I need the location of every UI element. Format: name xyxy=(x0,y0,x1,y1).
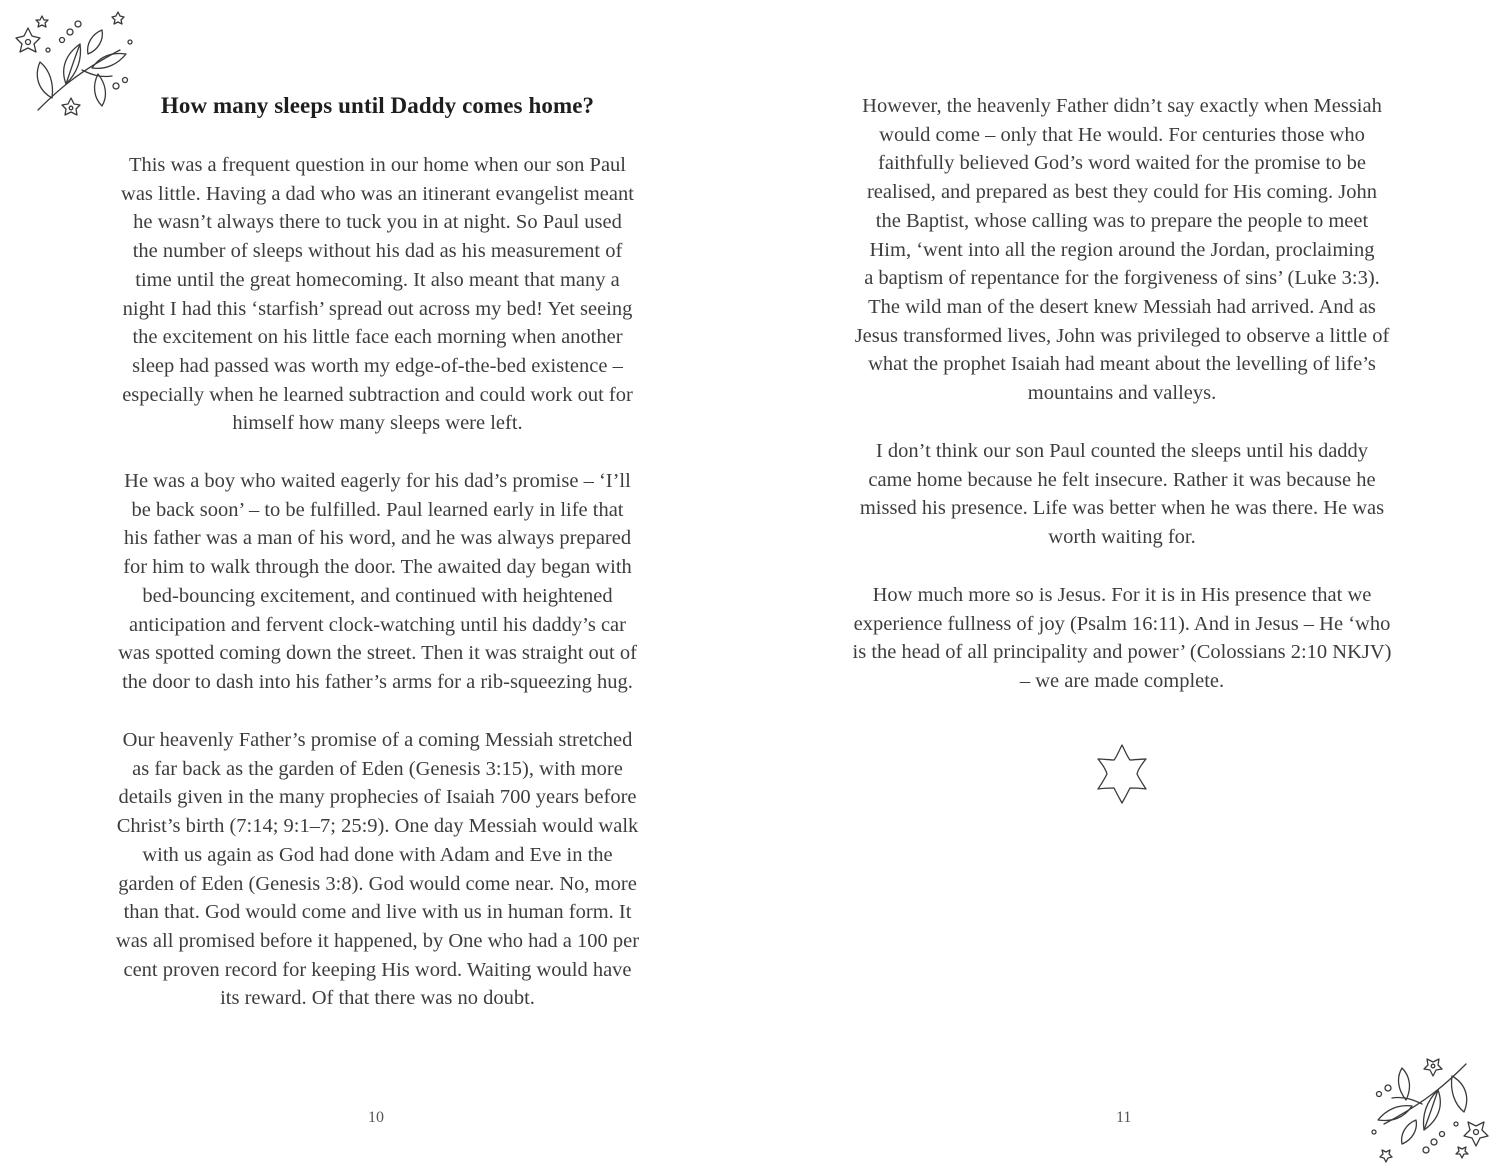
text-line: Jesus transformed lives, John was privileged to observe a little of xyxy=(854,324,1390,347)
star-outline-icon xyxy=(1096,743,1148,805)
text-line: his father was a man of his word, and he was always prepared xyxy=(123,527,632,550)
text-line: sleep had passed was worth my edge-of-the-bed existence – xyxy=(132,354,623,377)
paragraph xyxy=(0,726,755,1013)
text-line: Christ’s birth (7:14; 9:1–7; 25:9). One day Messiah would walk xyxy=(116,815,639,838)
text-line: mountains and valleys. xyxy=(1027,382,1217,405)
text-line: missed his presence. Life was better when he was there. He was xyxy=(859,497,1385,520)
text-line: the excitement on his little face each morning when another xyxy=(132,326,623,349)
text-line: came home because he felt insecure. Rather it was because he xyxy=(868,468,1376,491)
text-line: experience fullness of joy (Psalm 16:11). And in Jesus – He ‘who xyxy=(853,612,1391,635)
text-line: the number of sleeps without his dad as his measurement of xyxy=(132,240,623,263)
paragraph xyxy=(0,151,755,438)
text-line: However, the heavenly Father didn’t say exactly when Messiah xyxy=(862,95,1382,117)
text-line: Our heavenly Father’s promise of a coming Messiah stretched xyxy=(122,729,633,751)
text-line: anticipation and fervent clock-watching until his daddy’s car xyxy=(129,613,626,636)
text-line: what the prophet Isaiah had meant about the levelling of life’s xyxy=(868,353,1376,376)
text-line: garden of Eden (Genesis 3:8). God would come near. No, more xyxy=(118,872,637,895)
text-line: night I had this ‘starfish’ spread out across my bed! Yet seeing xyxy=(122,297,633,320)
paragraph xyxy=(750,92,1494,408)
text-line: bed-bouncing excitement, and continued with heightened xyxy=(142,584,613,607)
text-line: a baptism of repentance for the forgiveness of sins’ (Luke 3:3). xyxy=(864,267,1380,290)
text-line: – we are made complete. xyxy=(1019,670,1225,693)
text-line: he wasn’t always there to tuck you in at night. So Paul used xyxy=(133,211,622,234)
text-line: I don’t think our son Paul counted the sleeps until his daddy xyxy=(875,440,1369,462)
holly-sprig-icon xyxy=(1366,1052,1496,1164)
text-line: He was a boy who waited eagerly for his dad’s promise – ‘I’ll xyxy=(124,470,631,492)
text-line: than that. God would come and live with us in human form. It xyxy=(123,901,632,924)
text-line: This was a frequent question in our home when our son Paul xyxy=(128,154,627,176)
text-line: especially when he learned subtraction and could work out for xyxy=(122,383,633,406)
text-line: was spotted coming down the street. Then it was straight out of xyxy=(118,642,637,665)
text-line: was all promised before it happened, by One who had a 100 per xyxy=(115,929,640,952)
right-page xyxy=(750,0,1500,1174)
page-number: 11 xyxy=(1116,1109,1132,1126)
text-line: the door to dash into his father’s arms for a rib-squeezing hug. xyxy=(122,670,633,693)
text-line: time until the great homecoming. It also meant that many a xyxy=(135,268,620,291)
paragraph xyxy=(750,437,1494,552)
text-line: its reward. Of that there was no doubt. xyxy=(220,987,535,1010)
text-line: Him, ‘went into all the region around the Jordan, proclaiming xyxy=(869,238,1375,261)
text-line: with us again as God had done with Adam and Eve in the xyxy=(142,843,613,866)
text-line: as far back as the garden of Eden (Genesis 3:15), with more xyxy=(132,757,623,780)
page-number: 10 xyxy=(368,1109,384,1126)
page-title: How many sleeps until Daddy comes home? xyxy=(160,93,595,118)
text-line: be back soon’ – to be fulfilled. Paul learned early in life that xyxy=(131,498,624,521)
text-line: would come – only that He would. For centuries those who xyxy=(879,123,1365,146)
text-line: cent proven record for keeping His word. Waiting would have xyxy=(123,958,632,981)
text-line: himself how many sleeps were left. xyxy=(232,412,523,435)
text-line: worth waiting for. xyxy=(1048,526,1196,549)
paragraph xyxy=(0,467,755,697)
text-line: was little. Having a dad who was an itinerant evangelist meant xyxy=(121,182,634,205)
text-line: The wild man of the desert knew Messiah had arrived. And as xyxy=(868,295,1376,318)
text-line: realised, and prepared as best they could for His coming. John xyxy=(866,181,1378,204)
text-line: is the head of all principality and power’ (Colossians 2:10 NKJV) xyxy=(852,641,1392,664)
text-line: details given in the many prophecies of Isaiah 700 years before xyxy=(118,786,637,809)
paragraph xyxy=(750,581,1494,696)
text-line: for him to walk through the door. The awaited day began with xyxy=(123,556,632,579)
text-line: faithfully believed God’s word waited for the promise to be xyxy=(878,152,1366,175)
text-line: How much more so is Jesus. For it is in His presence that we xyxy=(872,584,1372,606)
text-line: the Baptist, whose calling was to prepare the people to meet xyxy=(875,209,1369,232)
